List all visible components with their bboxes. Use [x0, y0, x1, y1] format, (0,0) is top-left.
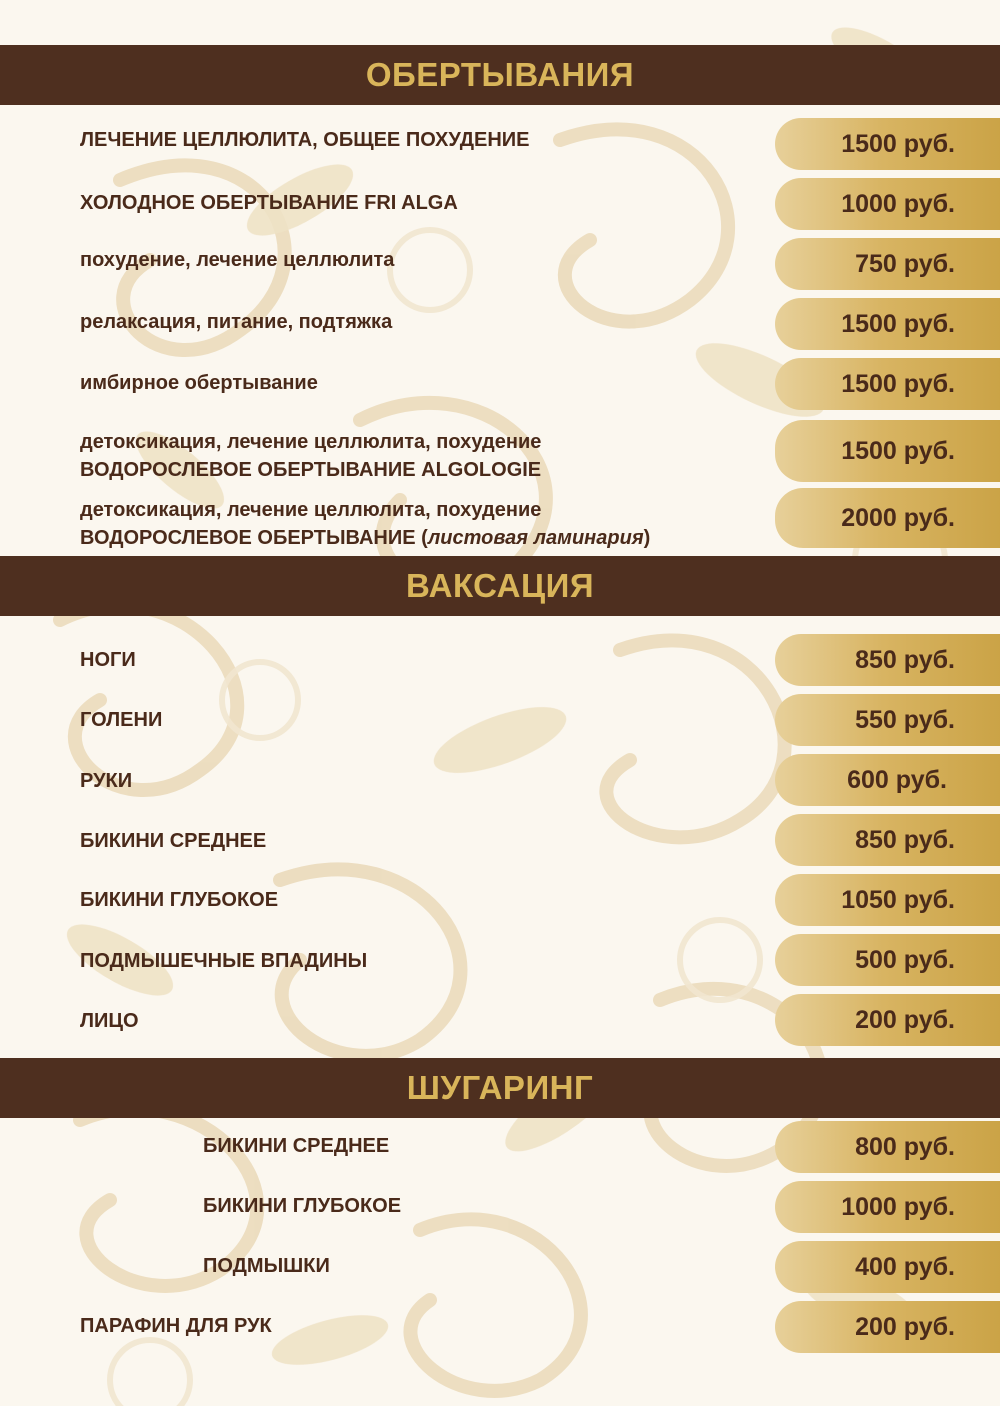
- price-value: 600 руб.: [847, 765, 947, 794]
- service-label: БИКИНИ ГЛУБОКОЕ: [80, 889, 279, 911]
- price-value: 2000 руб.: [841, 503, 955, 532]
- price-pill: [775, 178, 1000, 230]
- price-value: 1500 руб.: [841, 129, 955, 158]
- sublabel-italic: листовая ламинария: [427, 527, 644, 549]
- price-pill: [775, 358, 1000, 410]
- price-value: 1000 руб.: [841, 1192, 955, 1221]
- price-value: 1500 руб.: [841, 436, 955, 465]
- service-label: РУКИ: [80, 770, 133, 792]
- service-label: ГОЛЕНИ: [80, 709, 163, 731]
- service-label: ПОДМЫШЕЧНЫЕ ВПАДИНЫ: [80, 950, 368, 972]
- section-header-waxing: [0, 556, 1000, 616]
- price-pill: [775, 634, 1000, 686]
- price-pill: [775, 298, 1000, 350]
- price-value: 400 руб.: [855, 1252, 955, 1281]
- price-value: 200 руб.: [855, 1312, 955, 1341]
- price-pill: [775, 488, 1000, 548]
- price-value: 550 руб.: [855, 705, 955, 734]
- service-label: ПАРАФИН ДЛЯ РУК: [80, 1315, 272, 1337]
- service-label: имбирное обертывание: [80, 372, 318, 394]
- section-title: ОБЕРТЫВАНИЯ: [365, 56, 635, 93]
- sublabel-text: ВОДОРОСЛЕВОЕ ОБЕРТЫВАНИЕ (: [80, 527, 428, 549]
- service-sublabel: ВОДОРОСЛЕВОЕ ОБЕРТЫВАНИЕ ALGOLOGIE: [80, 459, 542, 481]
- section-title: ШУГАРИНГ: [406, 1069, 594, 1106]
- service-label: НОГИ: [80, 649, 136, 671]
- price-pill: [775, 238, 1000, 290]
- price-pill: [775, 754, 1000, 806]
- service-label: ПОДМЫШКИ: [203, 1255, 330, 1277]
- price-value: 800 руб.: [855, 1132, 955, 1161]
- price-value: 500 руб.: [855, 945, 955, 974]
- section-header-wraps: [0, 45, 1000, 105]
- service-label: ЛИЦО: [80, 1010, 139, 1032]
- price-pill: [775, 694, 1000, 746]
- price-pill: [775, 814, 1000, 866]
- section-title: ВАКСАЦИЯ: [405, 567, 595, 604]
- price-value: 1500 руб.: [841, 369, 955, 398]
- price-pill: [775, 118, 1000, 170]
- service-label: БИКИНИ СРЕДНЕЕ: [203, 1135, 390, 1157]
- service-label: похудение, лечение целлюлита: [80, 249, 395, 271]
- service-label: ХОЛОДНОЕ ОБЕРТЫВАНИЕ FRI ALGA: [80, 192, 458, 214]
- service-label: релаксация, питание, подтяжка: [80, 311, 393, 333]
- price-value: 1000 руб.: [841, 189, 955, 218]
- price-value: 1050 руб.: [841, 885, 955, 914]
- price-value: 750 руб.: [855, 249, 955, 278]
- price-value: 850 руб.: [855, 645, 955, 674]
- sublabel-end: ): [643, 527, 651, 549]
- price-value: 1500 руб.: [841, 309, 955, 338]
- price-pill: [775, 934, 1000, 986]
- price-pill: [775, 874, 1000, 926]
- service-label: детоксикация, лечение целлюлита, похудение: [80, 431, 542, 453]
- price-pill: [775, 1301, 1000, 1353]
- price-pill: [775, 1181, 1000, 1233]
- service-label: БИКИНИ СРЕДНЕЕ: [80, 830, 267, 852]
- service-label: ЛЕЧЕНИЕ ЦЕЛЛЮЛИТА, ОБЩЕЕ ПОХУДЕНИЕ: [80, 129, 530, 151]
- price-value: 850 руб.: [855, 825, 955, 854]
- section-header-sugaring: [0, 1058, 1000, 1118]
- service-sublabel: [80, 524, 650, 552]
- price-value: 200 руб.: [855, 1005, 955, 1034]
- price-pill: [775, 994, 1000, 1046]
- service-label: детоксикация, лечение целлюлита, похудение: [80, 499, 542, 521]
- price-pill: [775, 1241, 1000, 1293]
- price-pill: [775, 1121, 1000, 1173]
- price-pill: [775, 420, 1000, 482]
- service-label: БИКИНИ ГЛУБОКОЕ: [203, 1195, 402, 1217]
